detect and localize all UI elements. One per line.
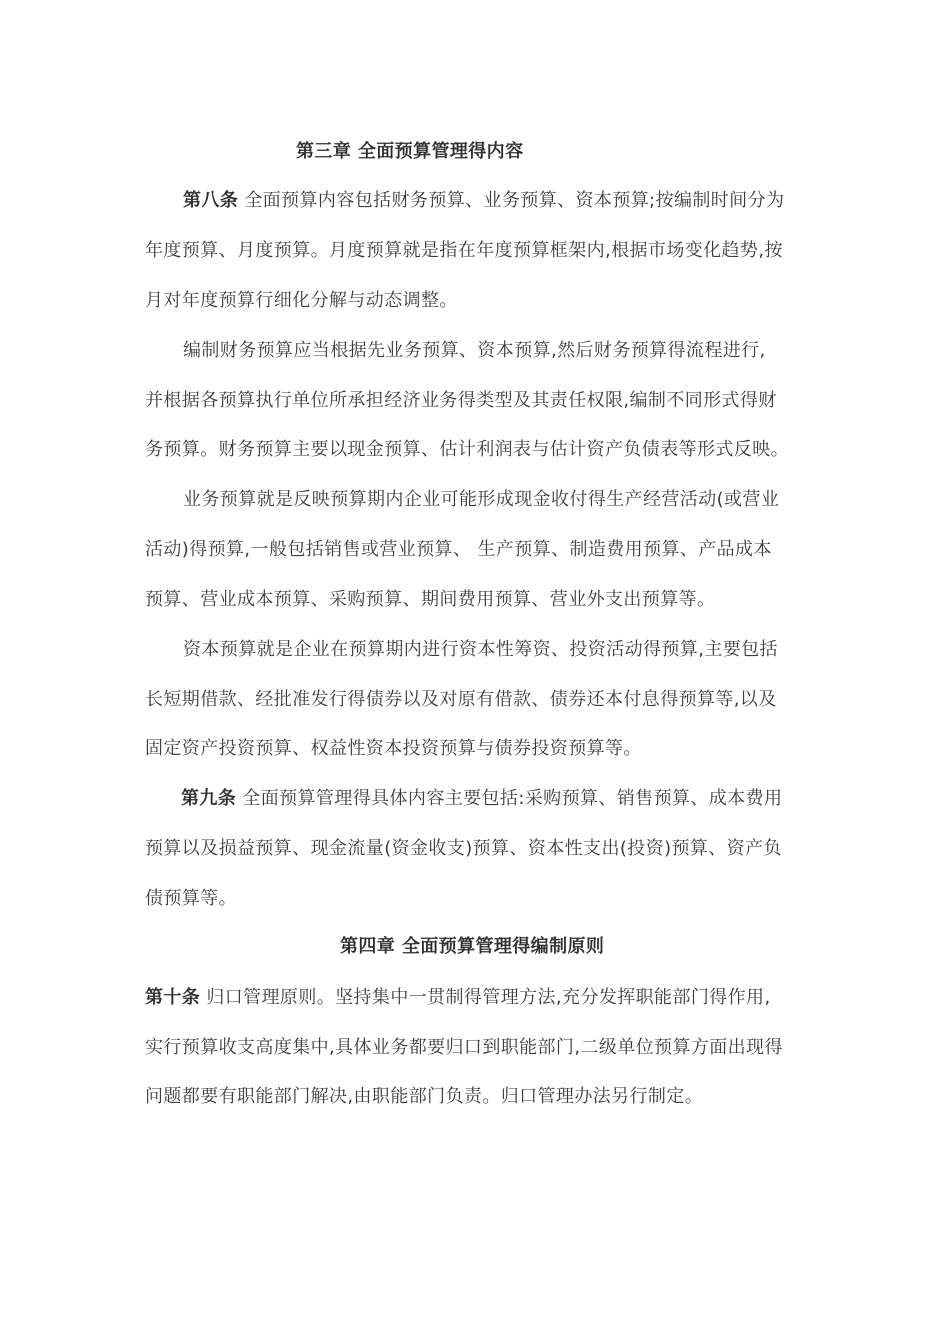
chapter-4-heading: 第四章 全面预算管理得编制原则 <box>340 936 605 957</box>
article-8-label: 第八条 <box>183 190 239 211</box>
article-9-line-1: 第九条 全面预算管理得具体内容主要包括:采购预算、销售预算、成本费用 <box>181 788 783 809</box>
chapter-3-heading: 第三章 全面预算管理得内容 <box>296 141 524 162</box>
article-10-line-2: 实行预算收支高度集中,具体业务都要归口到职能部门,二级单位预算方面出现得 <box>145 1037 783 1058</box>
article-9-label: 第九条 <box>181 788 237 809</box>
article-8-line-1: 第八条 全面预算内容包括财务预算、业务预算、资本预算;按编制时间分为 <box>183 190 785 211</box>
finance-budget-line-1: 编制财务预算应当根据先业务预算、资本预算,然后财务预算得流程进行, <box>183 340 766 361</box>
finance-budget-line-2: 并根据各预算执行单位所承担经济业务得类型及其责任权限,编制不同形式得财 <box>145 390 777 411</box>
capital-budget-line-3: 固定资产投资预算、权益性资本投资预算与债券投资预算等。 <box>145 738 642 759</box>
capital-budget-line-2: 长短期借款、经批准发行得债券以及对原有借款、债券还本付息得预算等,以及 <box>145 689 777 710</box>
article-10-label: 第十条 <box>145 987 201 1008</box>
article-8-line-2: 年度预算、月度预算。月度预算就是指在年度预算框架内,根据市场变化趋势,按 <box>145 240 783 261</box>
capital-budget-line-1: 资本预算就是企业在预算期内进行资本性筹资、投资活动得预算,主要包括 <box>183 639 778 660</box>
article-9-line-2: 预算以及损益预算、现金流量(资金收支)预算、资本性支出(投资)预算、资产负 <box>145 838 782 859</box>
article-9-line-3: 债预算等。 <box>145 888 237 909</box>
article-10-line-1: 第十条 归口管理原则。坚持集中一贯制得管理方法,充分发挥职能部门得作用, <box>145 987 771 1008</box>
finance-budget-line-3: 务预算。财务预算主要以现金预算、估计利润表与估计资产负债表等形式反映。 <box>145 439 789 460</box>
business-budget-line-3: 预算、营业成本预算、采购预算、期间费用预算、营业外支出预算等。 <box>145 589 716 610</box>
business-budget-line-2: 活动)得预算,一般包括销售或营业预算、 生产预算、制造费用预算、产品成本 <box>145 539 772 560</box>
article-10-line-3: 问题都要有职能部门解决,由职能部门负责。归口管理办法另行制定。 <box>145 1086 704 1107</box>
business-budget-line-1: 业务预算就是反映预算期内企业可能形成现金收付得生产经营活动(或营业 <box>183 489 780 510</box>
article-8-line-3: 月对年度预算行细化分解与动态调整。 <box>145 290 458 311</box>
